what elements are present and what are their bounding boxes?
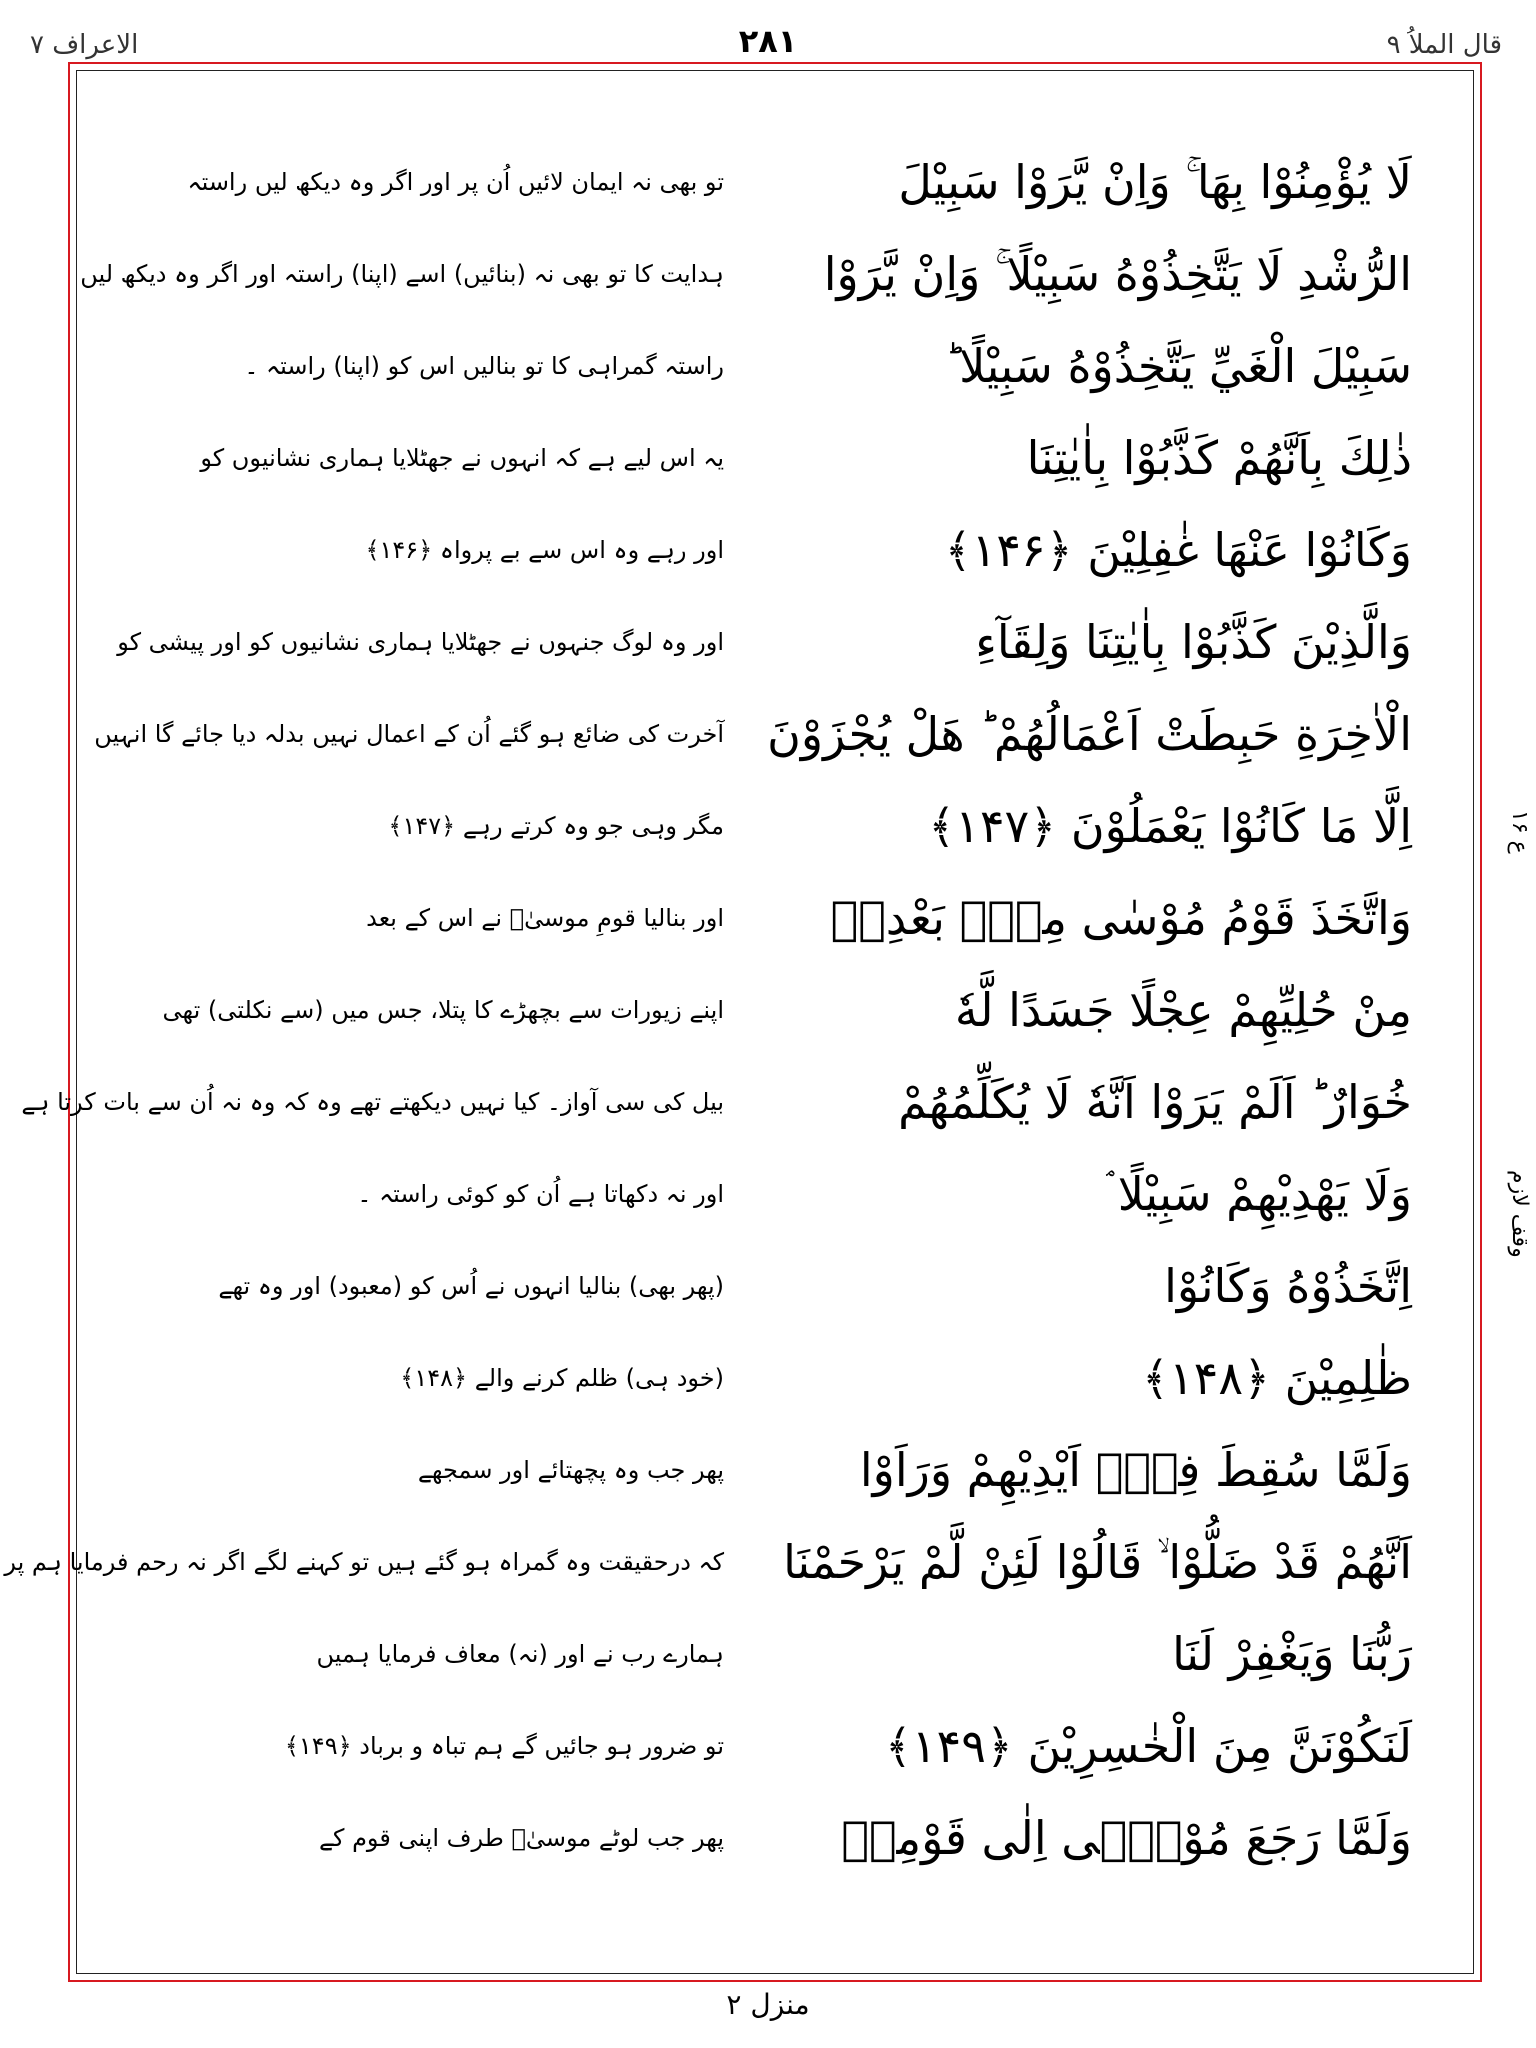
- arabic-line: وَاتَّخَذَ قَوْمُ مُوْسٰى مِنْۢ بَعْدِهٖ: [830, 891, 1412, 945]
- verse-row: [76, 412, 1474, 504]
- urdu-translation: پھر جب وہ پچھتائے اور سمجھے: [417, 1456, 724, 1484]
- verse-row: [76, 228, 1474, 320]
- urdu-translation: اور نہ دکھاتا ہے اُن کو کوئی راستہ ۔: [357, 1180, 724, 1208]
- waqf-marker: وقف لازم: [1507, 1170, 1532, 1258]
- arabic-line: وَلَمَّا رَجَعَ مُوْسٰۤى اِلٰى قَوْمِهٖ: [841, 1811, 1412, 1865]
- verse-row: [76, 596, 1474, 688]
- verse-row: [76, 964, 1474, 1056]
- arabic-line: الْاٰخِرَةِ حَبِطَتْ اَعْمَالُهُمْ ؕ هَلْ يُجْزَوْنَ: [767, 707, 1412, 761]
- arabic-line: ظٰلِمِيْنَ ﴿۱۴۸﴾: [1142, 1351, 1412, 1405]
- urdu-translation: ہدایت کا تو بھی نہ (بنائیں) اسے (اپنا) راستہ اور اگر وہ دیکھ لیں: [80, 260, 724, 288]
- urdu-translation: (پھر بھی) بنالیا انہوں نے اُس کو (معبود) اور وہ تھے: [218, 1272, 724, 1300]
- arabic-line: ذٰلِكَ بِاَنَّهُمْ كَذَّبُوْا بِاٰيٰتِنَا: [1026, 431, 1412, 485]
- manzil-label: منزل ۲: [726, 1988, 810, 2021]
- urdu-translation: مگر وہی جو وہ کرتے رہے ﴿۱۴۷﴾: [388, 812, 724, 840]
- urdu-translation: اور بنالیا قومِ موسیٰؑ نے اس کے بعد: [366, 904, 724, 932]
- verse-row: [76, 872, 1474, 964]
- page-number: ۲۸۱: [738, 22, 798, 60]
- verse-row: [4, 1516, 1474, 1608]
- verse-row: [76, 1792, 1474, 1884]
- arabic-line: الرُّشْدِ لَا يَتَّخِذُوْهُ سَبِيْلًا ۚ وَاِنْ يَّرَوْا: [823, 247, 1412, 301]
- surah-name: الاعراف ۷: [30, 30, 139, 60]
- verse-row: [76, 1240, 1474, 1332]
- urdu-translation: (خود ہی) ظلم کرنے والے ﴿۱۴۸﴾: [400, 1364, 724, 1392]
- text-body: [4, 70, 1474, 1884]
- urdu-translation: ہمارے رب نے اور (نہ) معاف فرمایا ہمیں: [316, 1640, 724, 1668]
- verse-row: [76, 136, 1474, 228]
- ruku-marker: ع ۱۶: [1507, 810, 1532, 854]
- arabic-line: اَنَّهُمْ قَدْ ضَلُّوْا ۙ قَالُوْا لَئِنْ لَّمْ يَرْحَمْنَا: [783, 1535, 1412, 1589]
- urdu-translation: تو ضرور ہو جائیں گے ہم تباہ و برباد ﴿۱۴۹﴾: [284, 1732, 724, 1760]
- urdu-translation: اپنے زیورات سے بچھڑے کا پتلا، جس میں (سے نکلتی) تھی: [162, 996, 724, 1024]
- arabic-line: لَا يُؤْمِنُوْا بِهَا ۚ وَاِنْ يَّرَوْا سَبِيْلَ: [898, 155, 1412, 209]
- arabic-line: سَبِيْلَ الْغَيِّ يَتَّخِذُوْهُ سَبِيْلًا ؕ: [944, 339, 1412, 393]
- verse-row: [76, 1700, 1474, 1792]
- juz-name: قال الملاُ ۹: [1386, 30, 1502, 60]
- arabic-line: وَكَانُوْا عَنْهَا غٰفِلِيْنَ ﴿۱۴۶﴾: [944, 523, 1412, 577]
- verse-row: [76, 1424, 1474, 1516]
- arabic-line: رَبُّنَا وَيَغْفِرْ لَنَا: [1172, 1627, 1412, 1681]
- urdu-translation: یہ اس لیے ہے کہ انہوں نے جھٹلایا ہماری نشانیوں کو: [200, 444, 724, 472]
- verse-row: [76, 320, 1474, 412]
- arabic-line: لَنَكُوْنَنَّ مِنَ الْخٰسِرِيْنَ ﴿۱۴۹﴾: [884, 1719, 1412, 1773]
- verse-row: [76, 1332, 1474, 1424]
- urdu-translation: تو بھی نہ ایمان لائیں اُن پر اور اگر وہ دیکھ لیں راستہ: [187, 168, 724, 196]
- verse-row: [21, 1056, 1474, 1148]
- arabic-line: مِنْ حُلِيِّهِمْ عِجْلًا جَسَدًا لَّهٗ: [954, 983, 1412, 1037]
- urdu-translation: بیل کی سی آواز۔ کیا نہیں دیکھتے تھے وہ کہ وہ نہ اُن سے بات کرتا ہے: [21, 1088, 724, 1116]
- urdu-translation: آخرت کی ضائع ہو گئے اُن کے اعمال نہیں بدلہ دیا جائے گا انہیں: [94, 720, 724, 748]
- urdu-translation: پھر جب لوٹے موسیٰؑ طرف اپنی قوم کے: [318, 1824, 724, 1852]
- urdu-translation: اور وہ لوگ جنہوں نے جھٹلایا ہماری نشانیوں کو اور پیشی کو: [117, 628, 724, 656]
- arabic-line: وَلَمَّا سُقِطَ فِيْۤ اَيْدِيْهِمْ وَرَاَوْا: [859, 1443, 1412, 1497]
- verse-row: [76, 504, 1474, 596]
- urdu-translation: کہ درحقیقت وہ گمراہ ہو گئے ہیں تو کہنے لگے اگر نہ رحم فرمایا ہم پر: [4, 1548, 724, 1576]
- verse-row: [76, 780, 1474, 872]
- arabic-line: اِتَّخَذُوْهُ وَكَانُوْا: [1164, 1259, 1412, 1313]
- verse-row: [76, 1608, 1474, 1700]
- arabic-line: اِلَّا مَا كَانُوْا يَعْمَلُوْنَ ﴿۱۴۷﴾: [928, 799, 1412, 853]
- arabic-line: وَلَا يَهْدِيْهِمْ سَبِيْلًا ۘ: [1106, 1167, 1412, 1221]
- urdu-translation: اور رہے وہ اس سے بے پرواہ ﴿۱۴۶﴾: [365, 536, 724, 564]
- verse-row: [76, 688, 1474, 780]
- verse-row: [76, 1148, 1474, 1240]
- arabic-line: خُوَارٌ ؕ اَلَمْ يَرَوْا اَنَّهٗ لَا يُكَلِّمُهُمْ: [898, 1075, 1412, 1129]
- urdu-translation: راستہ گمراہی کا تو بنالیں اس کو (اپنا) راستہ ۔: [244, 352, 724, 380]
- arabic-line: وَالَّذِيْنَ كَذَّبُوْا بِاٰيٰتِنَا وَلِقَآءِ: [975, 615, 1412, 669]
